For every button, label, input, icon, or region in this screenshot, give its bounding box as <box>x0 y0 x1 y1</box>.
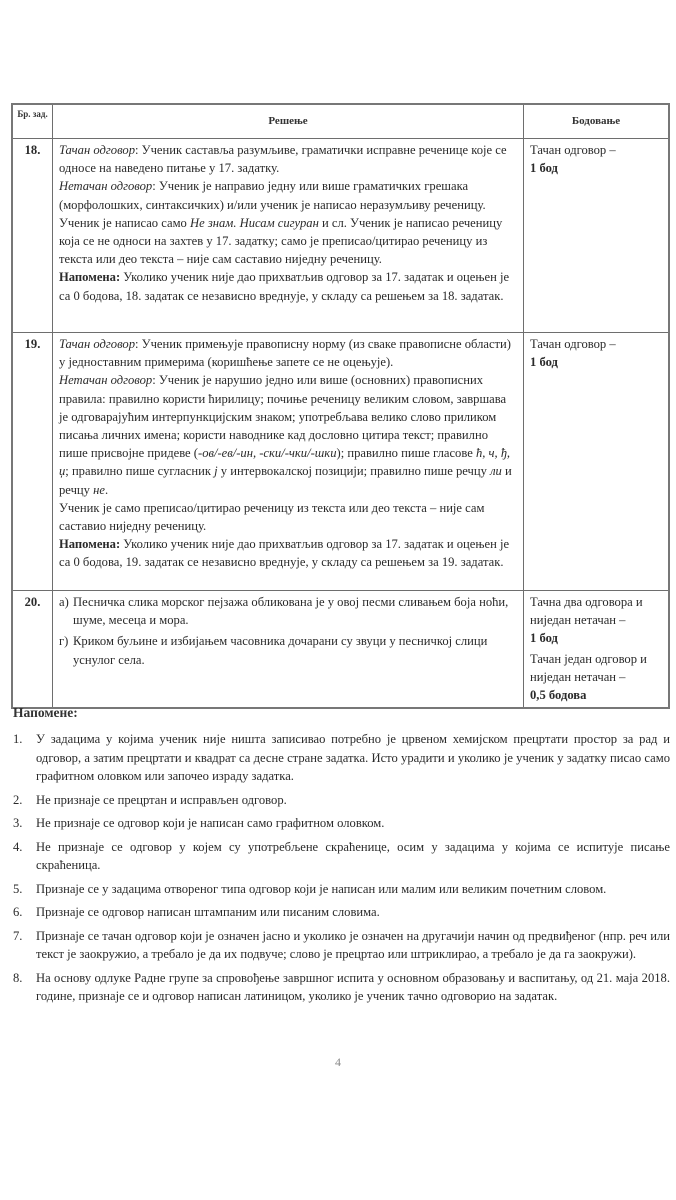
note-text: Признаје се у задацима отвореног типа одговор који је написан или малим или великим почетним словом. <box>36 881 607 896</box>
scoring-points: 0,5 бодова <box>530 688 587 703</box>
table-row <box>12 333 669 591</box>
notes-list <box>13 730 670 1011</box>
correct-answer-label: Тачан одговор <box>59 337 135 351</box>
particle-li-example: ли <box>490 464 502 479</box>
note-item <box>13 903 670 922</box>
incorrect-answer-text-cont: ; правилно пише сугласник <box>65 464 215 479</box>
note-text: Не признаје се прецртан и исправљен одговор. <box>36 792 287 807</box>
incorrect-example: Не знам. Нисам сигуран <box>190 215 319 230</box>
scoring-points: 1 бод <box>530 355 558 370</box>
answer-key-table <box>11 103 670 709</box>
incorrect-answer-text: : Ученик је нарушио једно или више (основних) правописних правила: правилно користи ћирилицу; почиње реченицу великим словом, завршава је одговарајућим интерпункцијским знаком; употребљава велико слово приликом писања личних имена; користи наводнике кад дословно цитира текст; правилно пише присвојне придеве ( <box>59 373 507 461</box>
note-text: Не признаје се одговор који је написан само графитном оловком. <box>36 816 385 830</box>
adjective-suffixes: -ов/-ев/-ин, -ски/-чки/-шки <box>198 446 337 461</box>
note-text: Уколико ученик није дао прихватљив одговор за 17. задатак и оцењен је са 0 бодова, 18. задатак се независно вреднује, у складу са решењем за 18. задатак. <box>59 270 510 303</box>
answer-item <box>59 632 517 668</box>
header-scoring: Бодовање <box>524 104 670 139</box>
incorrect-answer-text-cont: . <box>104 482 109 497</box>
incorrect-answer-text-cont: и речцу <box>59 464 512 497</box>
header-task-number: Бр. зад. <box>12 104 53 139</box>
scoring-text: Тачан одговор – <box>530 337 616 351</box>
correct-answer-label: Тачан одговор <box>59 143 135 157</box>
scoring-cell <box>524 591 670 709</box>
task-number: 20. <box>12 591 53 709</box>
note-text: У задацима у којима ученик није ништа записивао потребно је црвеном хемијском прецртати простор за рад и одговор, а затим прецртати и квадрат са десне стране задатка. Исто урадити и уколико је ученик у задатку писао само графитном оловком или започео израду задатка. <box>36 732 670 783</box>
page-number: 4 <box>335 1055 341 1069</box>
scoring-points: 1 бод <box>530 161 558 176</box>
note-text: Признаје се тачан одговор који је означен јасно и уколико је означен на другачији начин од предвиђеног (нпр. реч или текст је заокружио, а требало је да их подвуче; слово је прецртао или штриклирао, а требало је да га заокружи). <box>36 928 670 961</box>
note-number: 1. <box>13 732 23 746</box>
note-item <box>13 814 670 833</box>
scoring-entry <box>530 593 662 648</box>
incorrect-answer-text-cont: ); правилно пише гласове <box>336 446 476 461</box>
scoring-entry <box>530 650 662 705</box>
note-number: 7. <box>13 928 23 943</box>
note-label: Напомена: <box>59 537 121 552</box>
note-item <box>13 791 670 810</box>
answer-item-text: Криком буљине и избијањем часовника дочарани су звуци у песничкој слици уснулог села. <box>73 634 488 667</box>
note-item <box>13 730 670 786</box>
incorrect-answer-text: : Ученик је направио једну или више граматичких грешака (морфолошких, синтаксичких) и/или ученик је написао неразумљиву реченицу. Ученик је написао само <box>59 179 486 230</box>
scoring-points: 1 бод <box>530 631 558 646</box>
note-number: 5. <box>13 881 23 896</box>
scoring-text: Тачан одговор – <box>530 143 616 157</box>
scoring-cell <box>524 333 670 591</box>
note-text: Уколико ученик није дао прихватљив одговор за 17. задатак и оцењен је са 0 бодова, 19. задатак се независно вреднује, у складу са решењем за 19. задатак. <box>59 537 510 570</box>
solution-cell <box>53 139 524 333</box>
correct-answer-text: : Ученик примењује правописну норму (из сваке правописне области) у једноставним примерима (коришћење запете се не оцењује). <box>59 337 511 370</box>
note-item <box>13 880 670 899</box>
copied-text-rule: Ученик је само преписао/цитирао реченицу из текста или део текста – није сам саставио ниједну реченицу. <box>59 500 485 534</box>
note-number: 4. <box>13 839 23 854</box>
table-header-row <box>12 104 669 139</box>
incorrect-answer-text-cont: у интервокалској позицији; правилно пише речцу <box>217 464 491 479</box>
answer-item-text: Песничка слика морског пејзажа обликована је у овој песми сливањем боја ноћи, шуме, месеца и мора. <box>73 595 509 628</box>
note-label: Напомена: <box>59 270 121 285</box>
note-text: На основу одлуке Радне групе за спровођење завршног испита у основном образовању и васпитању, од 21. маја 2018. године, признаје се и одговор написан латиницом, уколико је ученик тачно одговорио на задатак. <box>36 970 670 1003</box>
note-number: 3. <box>13 816 23 830</box>
solution-cell <box>53 591 524 709</box>
table-row <box>12 591 669 709</box>
note-number: 2. <box>13 792 23 807</box>
letters-example: ћ, ч, ђ, џ <box>59 446 511 479</box>
letter-j-example: ј <box>214 464 218 479</box>
answer-item-label: а) <box>59 595 69 609</box>
note-item <box>13 838 670 875</box>
note-text: Не признаје се одговор у којем су употребљене скраћенице, осим у задацима у којима се испитује писање скраћеница. <box>36 839 670 872</box>
scoring-text: Тачан један одговор и ниједан нетачан – <box>530 651 647 684</box>
note-item <box>13 969 670 1006</box>
note-number: 6. <box>13 905 23 919</box>
note-number: 8. <box>13 970 23 985</box>
note-text: Признаје се одговор написан штампаним или писаним словима. <box>36 905 380 919</box>
scoring-cell <box>524 139 670 333</box>
note-item <box>13 927 670 964</box>
header-solution: Решење <box>53 104 524 139</box>
answer-item-label: г) <box>59 634 69 649</box>
answer-item <box>59 593 517 629</box>
particle-ne-example: не <box>93 482 105 497</box>
task-number: 18. <box>12 139 53 333</box>
correct-answer-text: : Ученик саставља разумљиве, граматички исправне реченице које се односе на наведено питање у 17. задатку. <box>59 143 507 176</box>
notes-heading: Напомене: <box>13 705 78 720</box>
table-row <box>12 139 669 333</box>
incorrect-answer-text-cont: и сл. Ученик је написао реченицу која се не односи на захтев у 17. задатку; само је преписао/цитирао реченицу из текста или део текста – није сам саставио ниједну реченицу. <box>59 215 503 267</box>
incorrect-answer-label: Нетачан одговор <box>59 179 153 194</box>
scoring-entry <box>530 141 662 177</box>
task-number: 19. <box>12 333 53 591</box>
incorrect-answer-label: Нетачан одговор <box>59 373 153 388</box>
scoring-entry <box>530 335 662 371</box>
solution-cell <box>53 333 524 591</box>
scoring-text: Тачна два одговора и ниједан нетачан – <box>530 595 643 628</box>
